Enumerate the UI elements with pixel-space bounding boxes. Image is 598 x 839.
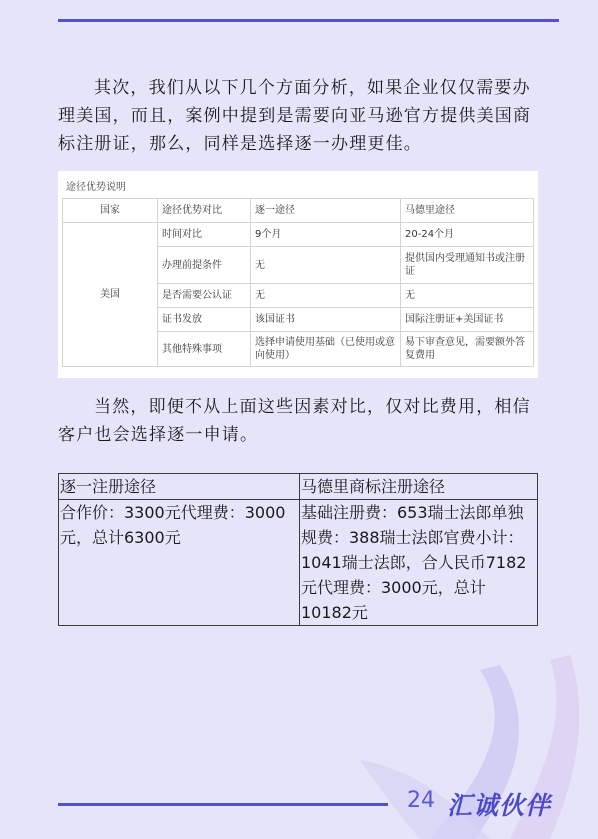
cost-single: 合作价：3300元代理费：3000元，总计6300元 [59, 500, 300, 626]
row-item: 其他特殊事项 [158, 332, 251, 367]
row-single: 选择申请使用基础（已使用或意向使用） [251, 332, 401, 367]
row-madrid: 国际注册证+美国证书 [401, 308, 534, 332]
bottom-rule [58, 803, 388, 806]
cost-madrid: 基础注册费：653瑞士法郎单独规费：388瑞士法郎官费小计：1041瑞士法郎，合人民币7182元代理费：3000元，总计10182元 [300, 500, 538, 626]
cost-table [58, 473, 538, 626]
row-madrid: 无 [401, 284, 534, 308]
row-single: 该国证书 [251, 308, 401, 332]
paragraph-1-text: 其次，我们从以下几个方面分析，如果企业仅仅需要办理美国，而且，案例中提到是需要向亚马逊官方提供美国商标注册证，那么，同样是选择逐一办理更佳。 [58, 78, 532, 154]
country-cell: 美国 [63, 223, 158, 367]
paragraph-2-text: 当然，即便不从上面这些因素对比，仅对比费用，相信客户也会选择逐一申请。 [58, 397, 531, 445]
header-single: 逐一途径 [251, 199, 401, 223]
row-madrid: 易下审查意见，需要额外答复费用 [401, 332, 534, 367]
row-item: 证书发放 [158, 308, 251, 332]
cost-header-single: 逐一注册途径 [59, 474, 300, 500]
page-number: 24 [407, 788, 435, 813]
row-single: 无 [251, 247, 401, 284]
advantage-table [62, 198, 534, 367]
header-country: 国家 [63, 199, 158, 223]
cost-row [59, 500, 538, 626]
table-row [63, 223, 534, 247]
advantage-table-image [58, 171, 538, 378]
advantage-table-title: 途径优势说明 [66, 182, 126, 193]
header-madrid: 马德里途径 [401, 199, 534, 223]
table-header-row [63, 199, 534, 223]
top-rule [58, 19, 559, 22]
row-madrid: 20-24个月 [401, 223, 534, 247]
cost-header-row [59, 474, 538, 500]
row-item: 时间对比 [158, 223, 251, 247]
row-single: 9个月 [251, 223, 401, 247]
row-item: 办理前提条件 [158, 247, 251, 284]
header-compare: 途径优势对比 [158, 199, 251, 223]
paragraph-1 [58, 74, 542, 158]
row-madrid: 提供国内受理通知书或注册证 [401, 247, 534, 284]
row-item: 是否需要公认证 [158, 284, 251, 308]
cost-header-madrid: 马德里商标注册途径 [300, 474, 538, 500]
brand-logo: 汇诚伙伴 [447, 791, 552, 820]
paragraph-2 [58, 393, 542, 449]
row-single: 无 [251, 284, 401, 308]
